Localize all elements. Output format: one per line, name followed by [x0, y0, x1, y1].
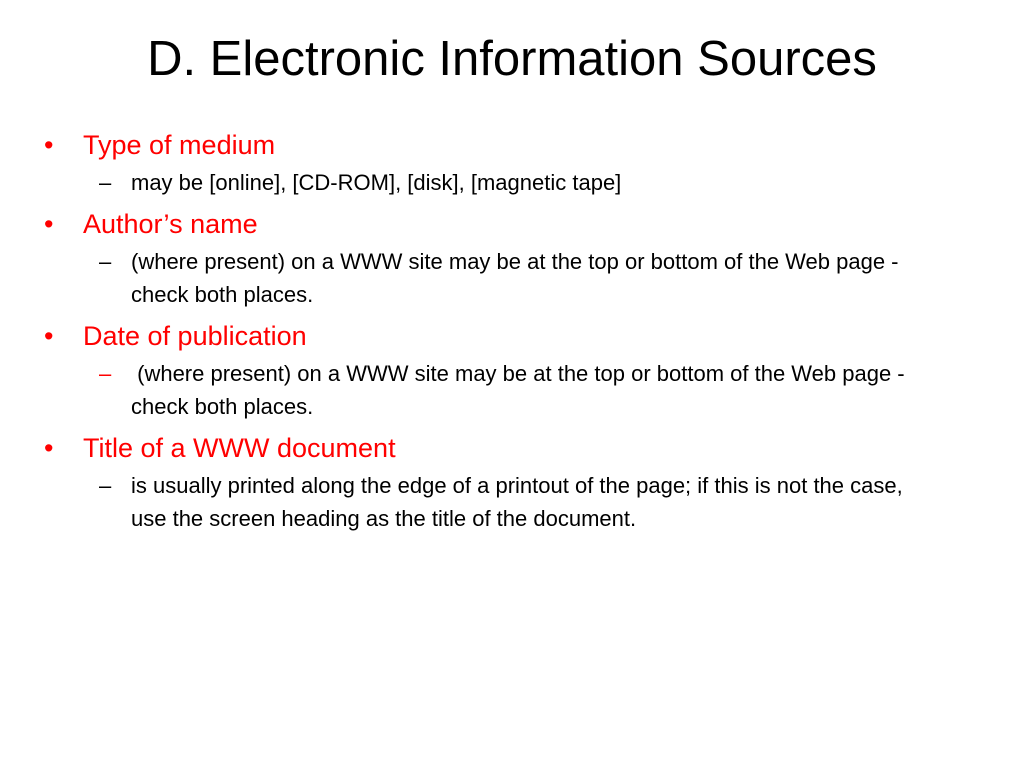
- sub-item: [87, 469, 964, 535]
- bullet-marker: •: [44, 209, 54, 239]
- sub-marker: –: [99, 473, 112, 498]
- bullet-label: Title of a WWW document: [83, 433, 396, 463]
- bullet-marker: •: [44, 433, 54, 463]
- sub-list: [83, 469, 964, 535]
- sub-item: [87, 166, 964, 199]
- sub-item: [87, 245, 964, 311]
- sub-item: [87, 357, 964, 423]
- bullet-label: Author’s name: [83, 209, 258, 239]
- sub-marker: –: [99, 170, 112, 195]
- sub-text: may be [online], [CD-ROM], [disk], [magnetic tape]: [131, 170, 622, 195]
- bullet-marker: •: [44, 321, 54, 351]
- sub-list: [83, 357, 964, 423]
- bullet-label: Type of medium: [83, 130, 276, 160]
- bullet-label: Date of publication: [83, 321, 307, 351]
- bullet-item-authors-name: [44, 205, 964, 311]
- slide-title: D. Electronic Information Sources: [147, 32, 877, 86]
- sub-text: (where present) on a WWW site may be at the top or bottom of the Web page - check both places.: [131, 361, 911, 419]
- bullet-item-type-of-medium: [44, 126, 964, 199]
- bullet-list: [44, 126, 964, 541]
- sub-list: [83, 245, 964, 311]
- sub-marker: –: [99, 361, 112, 386]
- bullet-marker: •: [44, 130, 54, 160]
- sub-list: [83, 166, 964, 199]
- bullet-item-title-of-www-document: [44, 429, 964, 535]
- bullet-item-date-of-publication: [44, 317, 964, 423]
- sub-text: is usually printed along the edge of a printout of the page; if this is not the case, use the screen heading as the title of the document.: [131, 473, 903, 531]
- sub-text: (where present) on a WWW site may be at the top or bottom of the Web page - check both places.: [131, 249, 899, 307]
- sub-marker: –: [99, 249, 112, 274]
